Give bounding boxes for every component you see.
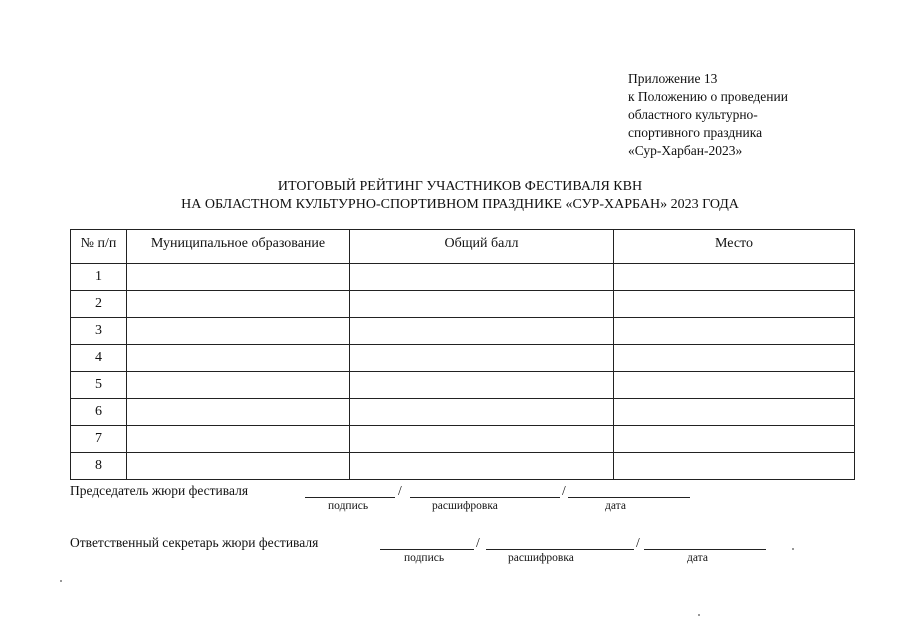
separator: / <box>636 535 640 550</box>
secretary-decode-caption: расшифровка <box>508 552 574 564</box>
table-row <box>71 291 855 318</box>
chairman-date-caption: дата <box>605 500 626 512</box>
row-number: 6 <box>71 399 127 426</box>
municipality-cell[interactable] <box>127 426 350 453</box>
row-number: 8 <box>71 453 127 480</box>
place-cell[interactable] <box>614 399 855 426</box>
row-number: 5 <box>71 372 127 399</box>
row-number: 3 <box>71 318 127 345</box>
municipality-cell[interactable] <box>127 264 350 291</box>
row-number: 2 <box>71 291 127 318</box>
header-total-score: Общий балл <box>350 230 614 264</box>
secretary-signature-line[interactable] <box>380 535 474 550</box>
annex-line: областного культурно- <box>628 107 758 122</box>
secretary-date-line[interactable] <box>644 535 766 550</box>
rating-table <box>70 229 855 480</box>
header-number: № п/п <box>71 230 127 264</box>
annex-line: «Сур-Харбан-2023» <box>628 143 743 158</box>
header-municipality: Муниципальное образование <box>127 230 350 264</box>
score-cell[interactable] <box>350 291 614 318</box>
place-cell[interactable] <box>614 453 855 480</box>
municipality-cell[interactable] <box>127 345 350 372</box>
municipality-cell[interactable] <box>127 399 350 426</box>
secretary-decode-line[interactable] <box>486 535 634 550</box>
scan-speck <box>60 580 62 582</box>
table-row <box>71 399 855 426</box>
place-cell[interactable] <box>614 291 855 318</box>
table-row <box>71 345 855 372</box>
annex-line: к Положению о проведении <box>628 89 788 104</box>
annex-line: Приложение 13 <box>628 71 718 86</box>
secretary-date-caption: дата <box>687 552 708 564</box>
chairman-sign-caption: подпись <box>328 500 369 512</box>
place-cell[interactable] <box>614 318 855 345</box>
table-row <box>71 426 855 453</box>
chairman-decode-caption: расшифровка <box>432 500 498 512</box>
secretary-label: Ответственный секретарь жюри фестиваля <box>70 535 319 550</box>
row-number: 1 <box>71 264 127 291</box>
place-cell[interactable] <box>614 372 855 399</box>
scan-speck <box>792 548 794 550</box>
place-cell[interactable] <box>614 426 855 453</box>
score-cell[interactable] <box>350 372 614 399</box>
chairman-signature-line[interactable] <box>305 483 395 498</box>
table-row <box>71 318 855 345</box>
municipality-cell[interactable] <box>127 291 350 318</box>
score-cell[interactable] <box>350 399 614 426</box>
table-row <box>71 264 855 291</box>
separator: / <box>398 483 402 498</box>
municipality-cell[interactable] <box>127 372 350 399</box>
secretary-sign-caption: подпись <box>404 552 445 564</box>
table-row <box>71 453 855 480</box>
score-cell[interactable] <box>350 453 614 480</box>
municipality-cell[interactable] <box>127 318 350 345</box>
scan-speck <box>698 614 700 616</box>
title-line-1: ИТОГОВЫЙ РЕЙТИНГ УЧАСТНИКОВ ФЕСТИВАЛЯ КВН <box>277 179 643 194</box>
row-number: 7 <box>71 426 127 453</box>
table-header-row <box>71 230 855 264</box>
chairman-signature-block <box>70 483 770 519</box>
separator: / <box>562 483 566 498</box>
row-number: 4 <box>71 345 127 372</box>
score-cell[interactable] <box>350 264 614 291</box>
municipality-cell[interactable] <box>127 453 350 480</box>
score-cell[interactable] <box>350 345 614 372</box>
score-cell[interactable] <box>350 426 614 453</box>
place-cell[interactable] <box>614 264 855 291</box>
chairman-date-line[interactable] <box>568 483 690 498</box>
title-line-2: НА ОБЛАСТНОМ КУЛЬТУРНО-СПОРТИВНОМ ПРАЗДНИКЕ «СУР-ХАРБАН» 2023 ГОДА <box>181 197 739 212</box>
chairman-label: Председатель жюри фестиваля <box>70 483 249 498</box>
score-cell[interactable] <box>350 318 614 345</box>
chairman-decode-line[interactable] <box>410 483 560 498</box>
place-cell[interactable] <box>614 345 855 372</box>
separator: / <box>476 535 480 550</box>
table-row <box>71 372 855 399</box>
annex-line: спортивного праздника <box>628 125 763 140</box>
header-place: Место <box>614 230 855 264</box>
secretary-signature-block <box>70 535 790 571</box>
document-title <box>60 178 860 214</box>
annex-note <box>628 70 788 160</box>
